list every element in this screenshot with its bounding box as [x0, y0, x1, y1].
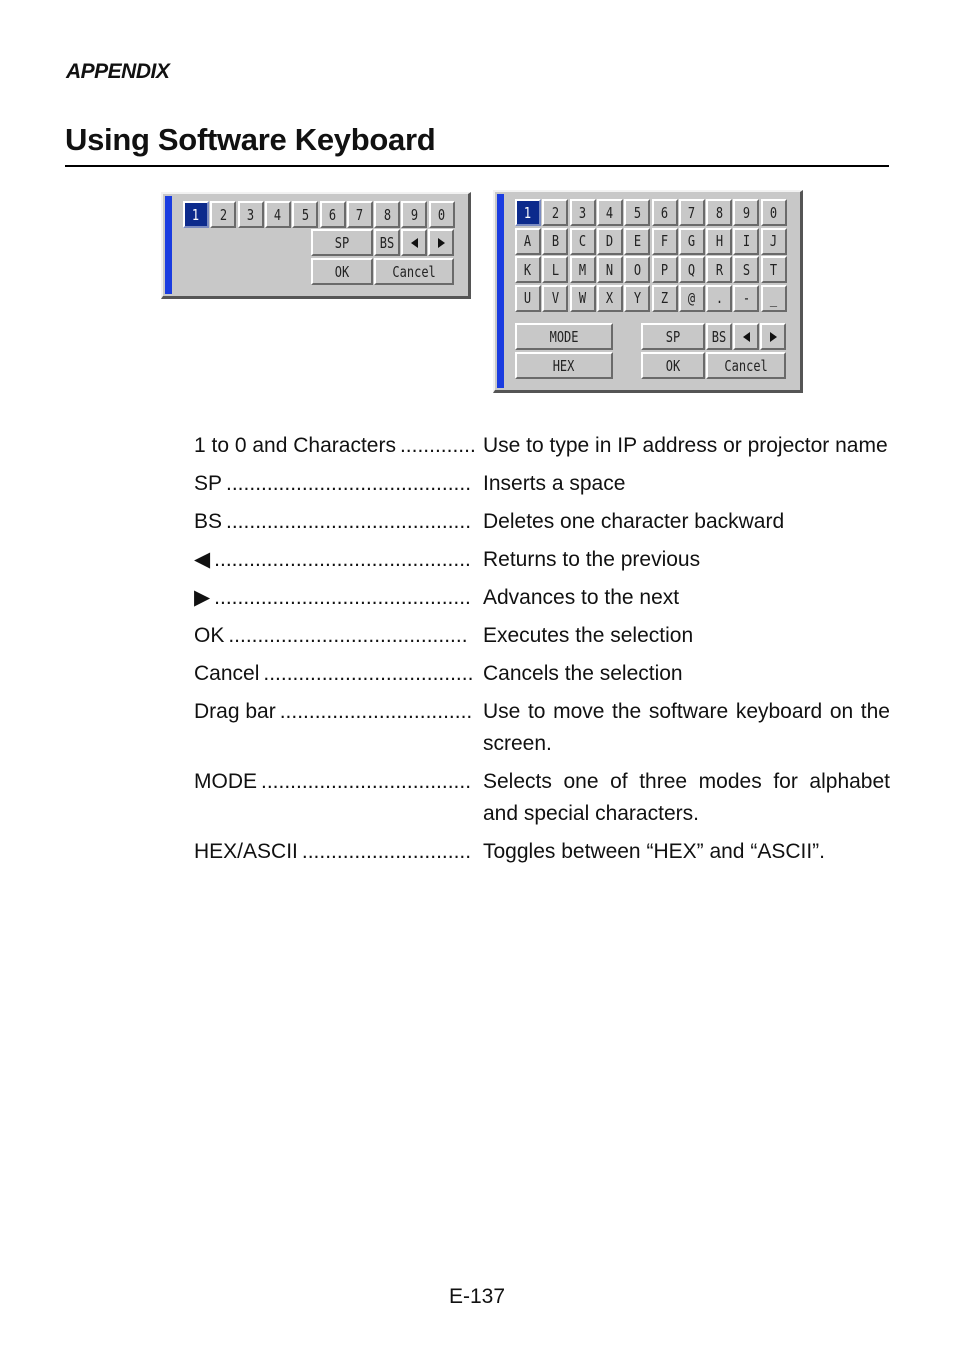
description-text: Deletes one character backward	[483, 510, 785, 533]
bs-key[interactable]: BS	[706, 323, 732, 350]
character-key[interactable]: D	[597, 228, 623, 255]
character-key[interactable]: H	[706, 228, 732, 255]
character-key[interactable]: Y	[624, 285, 650, 312]
character-key[interactable]: C	[570, 228, 596, 255]
sp-key[interactable]: SP	[641, 323, 705, 350]
dot-leader: ....................................	[263, 662, 474, 685]
digit-key[interactable]: 4	[265, 201, 291, 228]
character-key[interactable]: T	[761, 256, 787, 283]
cancel-key[interactable]: Cancel	[374, 258, 454, 285]
character-key[interactable]: V	[542, 285, 568, 312]
sp-key[interactable]: SP	[311, 229, 373, 256]
digit-key[interactable]: 6	[652, 199, 678, 226]
description-text: Returns to the previous	[483, 548, 701, 571]
digit-key[interactable]: 2	[210, 201, 236, 228]
character-key[interactable]: N	[597, 256, 623, 283]
left-arrow-icon	[743, 332, 750, 342]
dot-leader: ............................................	[214, 586, 471, 609]
description-term: ▶	[194, 586, 214, 609]
character-key[interactable]: X	[597, 285, 623, 312]
description-row	[194, 430, 890, 462]
digit-key[interactable]: 1	[183, 201, 209, 228]
digit-key[interactable]: 7	[679, 199, 705, 226]
digit-key[interactable]: 3	[570, 199, 596, 226]
right-arrow-key[interactable]	[428, 229, 454, 256]
digit-key[interactable]: 8	[706, 199, 732, 226]
character-key[interactable]: Q	[679, 256, 705, 283]
dot-leader: .................................	[279, 700, 473, 723]
ok-key[interactable]: OK	[641, 352, 705, 379]
digit-key[interactable]: 6	[320, 201, 346, 228]
character-key[interactable]: S	[733, 256, 759, 283]
dot-leader: ..........................................	[226, 510, 472, 533]
digit-key[interactable]: 0	[429, 201, 455, 228]
right-arrow-icon	[770, 332, 777, 342]
digit-key[interactable]: 4	[597, 199, 623, 226]
description-term: BS	[194, 510, 226, 533]
digit-key[interactable]: 3	[238, 201, 264, 228]
software-keyboard-compact	[161, 192, 471, 299]
description-text: Toggles between “HEX” and “ASCII”.	[483, 840, 825, 863]
character-key[interactable]: Z	[652, 285, 678, 312]
character-key[interactable]: L	[542, 256, 568, 283]
dot-leader: .........................................	[228, 624, 468, 647]
character-key[interactable]: I	[733, 228, 759, 255]
digit-key[interactable]: 9	[401, 201, 427, 228]
description-row	[194, 836, 890, 868]
character-key[interactable]: @	[679, 285, 705, 312]
description-text: Advances to the next	[483, 586, 680, 609]
character-key[interactable]: R	[706, 256, 732, 283]
character-key[interactable]: .	[706, 285, 732, 312]
character-key[interactable]: W	[570, 285, 596, 312]
bs-key[interactable]: BS	[374, 229, 400, 256]
description-term: Drag bar	[194, 700, 280, 723]
character-key[interactable]: P	[652, 256, 678, 283]
left-arrow-key[interactable]	[401, 229, 427, 256]
character-key[interactable]: A	[515, 228, 541, 255]
left-arrow-icon	[411, 238, 418, 248]
description-row	[194, 696, 890, 760]
character-key[interactable]: E	[624, 228, 650, 255]
description-term: OK	[194, 624, 228, 647]
digit-key[interactable]: 0	[761, 199, 787, 226]
character-key[interactable]: K	[515, 256, 541, 283]
character-key[interactable]: U	[515, 285, 541, 312]
ok-key[interactable]: OK	[311, 258, 373, 285]
description-text: Executes the selection	[483, 624, 694, 647]
description-row	[194, 544, 890, 576]
description-term: 1 to 0 and Characters	[194, 434, 400, 457]
character-key[interactable]: B	[542, 228, 568, 255]
character-key[interactable]: J	[761, 228, 787, 255]
description-term: ◀	[194, 548, 214, 571]
mode-key[interactable]: MODE	[515, 323, 613, 350]
digit-key[interactable]: 9	[733, 199, 759, 226]
digit-key[interactable]: 2	[542, 199, 568, 226]
character-key[interactable]: O	[624, 256, 650, 283]
dot-leader: .............................	[301, 840, 472, 863]
dot-leader: ..........................................	[226, 472, 472, 495]
description-term: SP	[194, 472, 226, 495]
character-key[interactable]: M	[570, 256, 596, 283]
description-row	[194, 506, 890, 538]
description-text: Cancels the selection	[483, 662, 683, 685]
description-term: Cancel	[194, 662, 263, 685]
key-description-list	[194, 430, 890, 874]
digit-key[interactable]: 5	[624, 199, 650, 226]
left-arrow-key[interactable]	[733, 323, 759, 350]
description-text: Inserts a space	[483, 472, 626, 495]
description-text: Use to move the software keyboard on the screen.	[483, 700, 890, 755]
character-key[interactable]: F	[652, 228, 678, 255]
description-row	[194, 582, 890, 614]
description-term: HEX/ASCII	[194, 840, 302, 863]
character-key[interactable]: G	[679, 228, 705, 255]
page-title: Using Software Keyboard	[65, 122, 436, 157]
digit-key[interactable]: 1	[515, 199, 541, 226]
drag-bar[interactable]	[497, 194, 504, 388]
digit-key[interactable]: 5	[292, 201, 318, 228]
right-arrow-key[interactable]	[760, 323, 786, 350]
character-key[interactable]: -	[733, 285, 759, 312]
description-row	[194, 620, 890, 652]
digit-key[interactable]: 8	[374, 201, 400, 228]
description-row	[194, 766, 890, 830]
dot-leader: ............................................	[214, 548, 471, 571]
description-row	[194, 468, 890, 500]
cancel-key[interactable]: Cancel	[706, 352, 786, 379]
character-key[interactable]: _	[761, 285, 787, 312]
description-term: MODE	[194, 770, 261, 793]
hex-key[interactable]: HEX	[515, 352, 613, 379]
section-label: APPENDIX	[66, 60, 170, 83]
title-rule	[65, 165, 889, 167]
description-row	[194, 658, 890, 690]
dot-leader: .............	[399, 434, 476, 457]
dot-leader: ....................................	[261, 770, 472, 793]
digit-key[interactable]: 7	[347, 201, 373, 228]
software-keyboard-full	[493, 190, 803, 393]
page-number: E-137	[448, 1285, 506, 1308]
drag-bar[interactable]	[165, 196, 172, 294]
description-text: Selects one of three modes for alphabet and special characters.	[483, 770, 890, 825]
description-text: Use to type in IP address or projector name	[483, 434, 888, 457]
right-arrow-icon	[438, 238, 445, 248]
